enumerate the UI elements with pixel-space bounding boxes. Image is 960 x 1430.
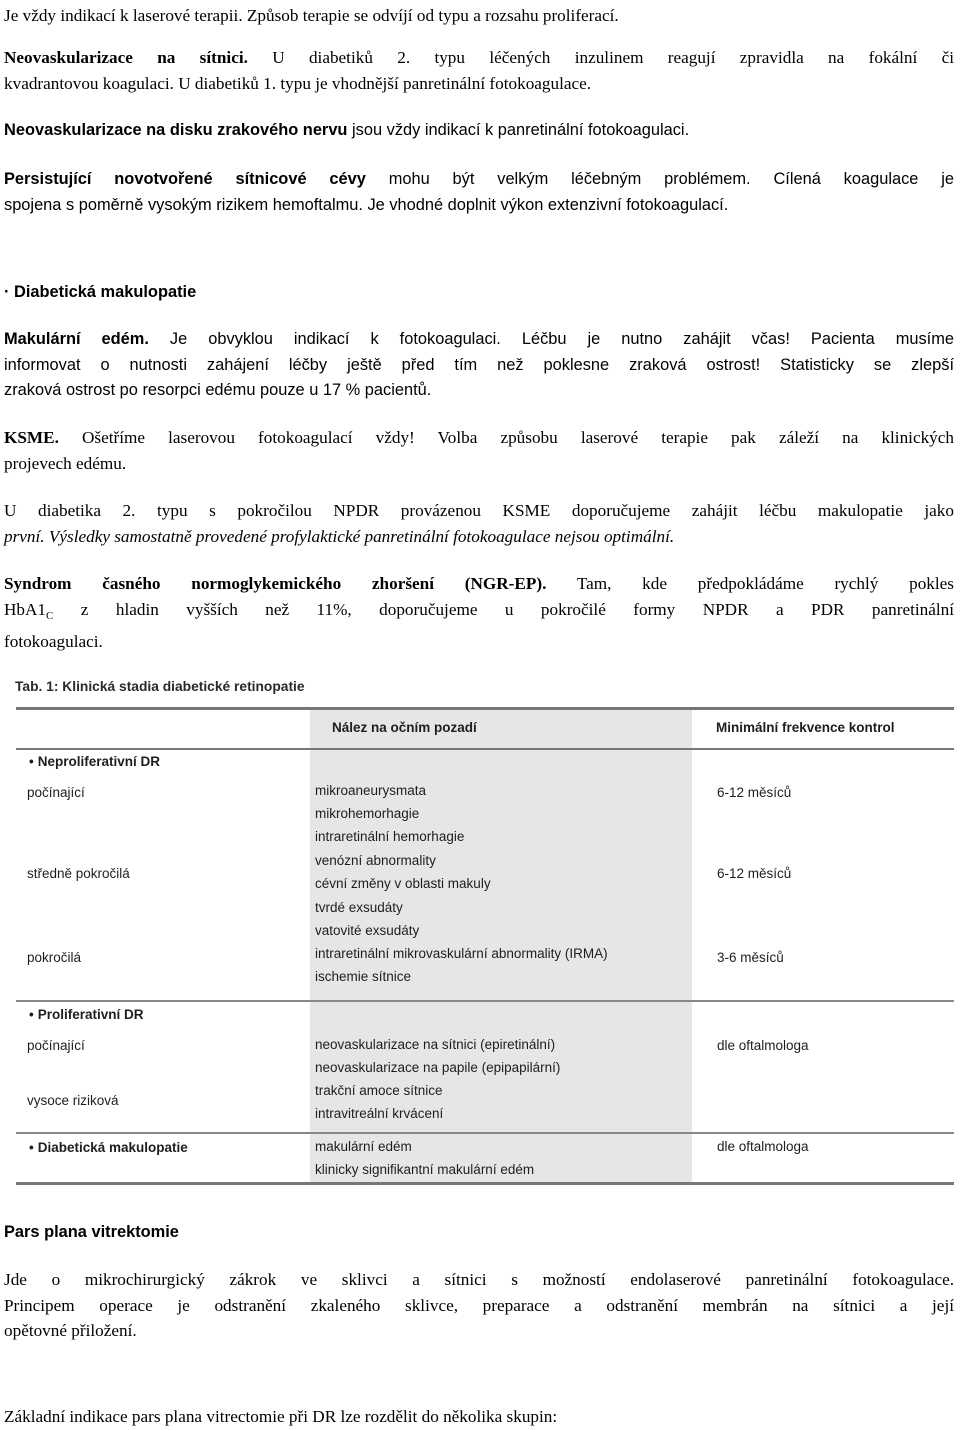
paragraph-laser-indication: [4, 3, 954, 29]
table-cell-finding: intravitreální krvácení: [315, 1106, 444, 1121]
table-cell-finding: neovaskularizace na papile (epipapilární): [315, 1060, 561, 1075]
table-cell-frequency: 6-12 měsíců: [717, 785, 792, 800]
paragraph-neovasc-retina: [4, 45, 954, 96]
section-heading-maculopathy: · Diabetická makulopatie: [4, 283, 197, 301]
paragraph-indications: Základní indikace pars plana vitrectomie při DR lze rozdělit do několika skupin:: [4, 1407, 558, 1426]
table-cell-finding: intraretinální mikrovaskulární abnormality (IRMA): [315, 946, 608, 961]
section-heading-vitrectomy: Pars plana vitrektomie: [4, 1223, 179, 1241]
paragraph-diabetic-type2: [4, 498, 954, 549]
table-row-divider: [16, 1132, 954, 1134]
bold-lead: Neovaskularizace na disku zrakového nervu: [4, 121, 348, 139]
table-cell-maculopathy: • Diabetická makulopatie: [29, 1140, 188, 1155]
table-cell-finding: ischemie sítnice: [315, 969, 412, 984]
table-header-frequency: Minimální frekvence kontrol: [716, 720, 895, 735]
bold-lead: KSME.: [4, 428, 59, 447]
paragraph-text: z hladin vyšších než 11%, doporučujeme u pokročilé formy NPDR a PDR panretinální: [53, 599, 954, 619]
table-cell-finding: venózní abnormality: [315, 853, 436, 868]
table-cell-finding: tvrdé exsudáty: [315, 900, 403, 915]
paragraph-persistent-vessels: [4, 167, 954, 218]
paragraph-text: opětovné přiložení.: [4, 1321, 137, 1340]
table-cell-finding: cévní změny v oblasti makuly: [315, 876, 491, 891]
table-cell-finding: vatovité exsudáty: [315, 923, 420, 938]
paragraph-text: U diabetiků 2. typu léčených inzulinem reagují zpravidla na fokální či: [247, 48, 955, 67]
paragraph-text: spojena s poměrně vysokým rizikem hemoftalmu. Je vhodné doplnit výkon extenzivní fotokoagulací.: [4, 195, 729, 214]
retinopathy-stages-table: [16, 707, 954, 1185]
paragraph-text: Tam, kde předpokládáme rychlý pokles: [546, 574, 954, 593]
table-title: Tab. 1: Klinická stadia diabetické retinopatie: [15, 679, 305, 694]
table-cell-frequency: dle oftalmologa: [717, 1038, 809, 1053]
paragraph-ngr-ep: [4, 571, 954, 655]
paragraph-text: Principem operace je odstranění zkaleného sklivce, preparace a odstranění membrán na sítnici a její: [4, 1295, 954, 1315]
paragraph-text: Ošetříme laserovou fotokoagulací vždy! Volba způsobu laserové terapie pak záleží na klinických: [58, 428, 954, 447]
paragraph-macular-edema: [4, 327, 954, 404]
table-cell-finding: intraretinální hemorhagie: [315, 829, 465, 844]
table-cell-frequency: dle oftalmologa: [717, 1139, 809, 1154]
table-cell-finding: trakční amoce sítnice: [315, 1083, 443, 1098]
paragraph-text: zraková ostrost po resorpci edému pouze u 17 % pacientů.: [4, 381, 432, 399]
paragraph-text: první. Výsledky samostatně provedené profylaktické panretinální fotokoagulace nejsou optimální.: [4, 526, 675, 546]
table-row-divider: [16, 1000, 954, 1002]
table-cell-stage: počínající: [27, 1038, 85, 1053]
table-cell-stage: pokročilá: [27, 950, 82, 965]
paragraph-text: Je vždy indikací k laserové terapii. Způsob terapie se odvíjí od typu a rozsahu proliferací.: [4, 6, 619, 25]
bold-lead: Persistující novotvořené sítnicové cévy: [4, 170, 366, 188]
table-cell-npdr: • Neproliferativní DR: [29, 754, 160, 769]
paragraph-text: projevech edému.: [4, 453, 127, 473]
table-cell-finding: makulární edém: [315, 1139, 412, 1154]
paragraph-neovasc-disc: [4, 118, 954, 144]
paragraph-text: jsou vždy indikací k panretinální fotokoagulaci.: [347, 121, 690, 139]
hba1c-subscript: C: [46, 609, 54, 622]
table-cell-finding: neovaskularizace na sítnici (epiretinální): [315, 1037, 556, 1052]
table-cell-stage: středně pokročilá: [27, 866, 130, 881]
paragraph-text: kvadrantovou koagulaci. U diabetiků 1. typu je vhodnější panretinální fotokoagulace.: [4, 73, 592, 93]
paragraph-ksme: [4, 425, 954, 476]
paragraph-text: Je obvyklou indikací k fotokoagulaci. Léčbu je nutno zahájit včas! Pacienta musíme: [148, 330, 955, 348]
table-cell-frequency: 3-6 měsíců: [717, 950, 784, 965]
table-cell-finding: mikroaneurysmata: [315, 783, 427, 798]
paragraph-text: U diabetika 2. typu s pokročilou NPDR provázenou KSME doporučujeme zahájit léčbu makulopatie jako: [4, 501, 954, 520]
table-cell-finding: klinicky signifikantní makulární edém: [315, 1162, 535, 1177]
paragraph-text: informovat o nutnosti zahájení léčby ještě před tím než poklesne zraková ostrost! Statisticky se zlepší: [4, 355, 954, 374]
paragraph-text: fotokoagulaci.: [4, 632, 103, 651]
table-header-row: [16, 710, 954, 750]
paragraph-text: Jde o mikrochirurgický zákrok ve sklivci a sítnici s možností endolaserové panretinální fotokoagulace.: [4, 1270, 954, 1289]
bold-lead: Syndrom časného normoglykemického zhoršení (NGR-EP).: [4, 574, 547, 593]
table-header-finding: Nález na očním pozadí: [332, 720, 477, 735]
bold-lead: Makulární edém.: [4, 330, 149, 348]
paragraph-text: mohu být velkým léčebným problémem. Cílená koagulace je: [365, 170, 954, 188]
table-cell-frequency: 6-12 měsíců: [717, 866, 792, 881]
table-cell-pdr: • Proliferativní DR: [29, 1007, 144, 1022]
table-cell-stage: počínající: [27, 785, 85, 800]
bold-lead: Neovaskularizace na sítnici.: [4, 48, 248, 67]
table-cell-stage: vysoce riziková: [27, 1093, 119, 1108]
paragraph-vitrectomy: [4, 1267, 954, 1344]
hba1c-label: HbA1: [4, 599, 47, 619]
table-cell-finding: mikrohemorhagie: [315, 806, 420, 821]
